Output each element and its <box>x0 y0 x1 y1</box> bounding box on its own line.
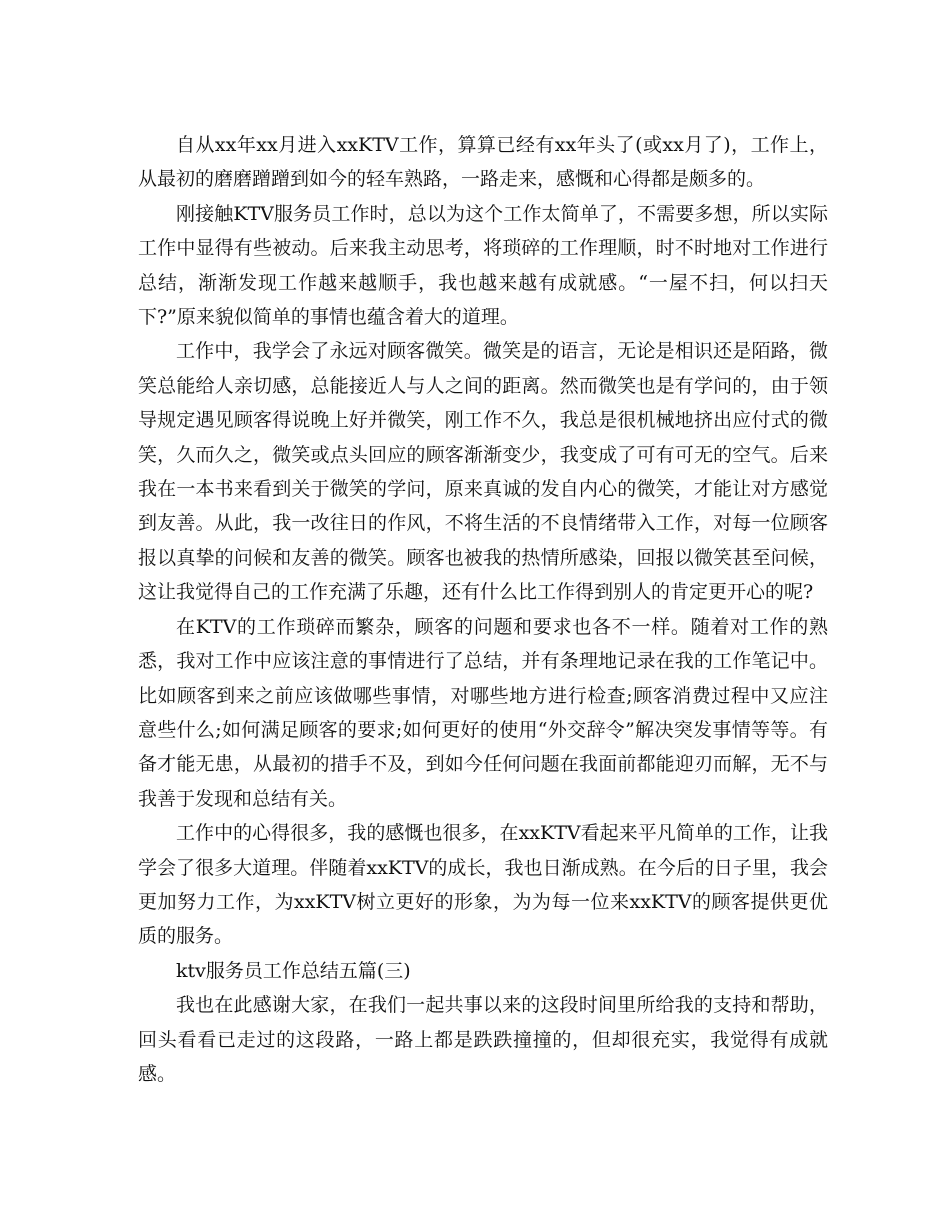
paragraph-6: 我也在此感谢大家，在我们一起共事以来的这段时间里所给我的支持和帮助，回头看看已走过的这段路，一路上都是跌跌撞撞的，但却很充实，我觉得有成就感。 <box>138 994 828 1085</box>
paragraph-3: 工作中，我学会了永远对顾客微笑。微笑是的语言，无论是相识还是陌路，微笑总能给人亲切感，总能接近人与人之间的距离。然而微笑也是有学问的，由于领导规定遇见顾客得说晚上好并微笑，刚工作不久，我总是很机械地挤出应付式的微笑，久而久之，微笑或点头回应的顾客渐渐变少，我变成了可有可无的空气。后来我在一本书来看到关于微笑的学问，原来真诚的发自内心的微笑，才能让对方感觉到友善。从此，我一改往日的作风，不将生活的不良情绪带入工作，对每一位顾客报以真挚的问候和友善的微笑。顾客也被我的热情所感染，回报以微笑甚至问候，这让我觉得自己的工作充满了乐趣，还有什么比工作得到别人的肯定更开心的呢? <box>138 340 828 604</box>
paragraph-1: 自从xx年xx月进入xxKTV工作，算算已经有xx年头了(或xx月了)，工作上，从最初的磨磨蹭蹭到如今的轻车熟路，一路走来，感慨和心得都是颇多的。 <box>138 134 828 191</box>
paragraph-4: 在KTV的工作琐碎而繁杂，顾客的问题和要求也各不一样。随着对工作的熟悉，我对工作中应该注意的事情进行了总结，并有条理地记录在我的工作笔记中。比如顾客到来之前应该做哪些事情，对哪些地方进行检查;顾客消费过程中又应注意些什么;如何满足顾客的要求;如何更好的使用“外交辞令”解决突发事情等等。有备才能无患，从最初的措手不及，到如今任何问题在我面前都能迎刃而解，无不与我善于发现和总结有关。 <box>138 615 828 810</box>
paragraph-2: 刚接触KTV服务员工作时，总以为这个工作太简单了，不需要多想，所以实际工作中显得有些被动。后来我主动思考，将琐碎的工作理顺，时不时地对工作进行总结，渐渐发现工作越来越顺手，我也越来越有成就感。“一屋不扫，何以扫天下?”原来貌似简单的事情也蕴含着大的道理。 <box>138 202 828 329</box>
paragraph-5: 工作中的心得很多，我的感慨也很多，在xxKTV看起来平凡简单的工作，让我学会了很多大道理。伴随着xxKTV的成长，我也日渐成熟。在今后的日子里，我会更加努力工作，为xxKTV树立更好的形象，为为每一位来xxKTV的顾客提供更优质的服务。 <box>138 822 828 948</box>
section-heading: ktv服务员工作总结五篇(三) <box>176 959 411 982</box>
document-body <box>138 128 828 1091</box>
